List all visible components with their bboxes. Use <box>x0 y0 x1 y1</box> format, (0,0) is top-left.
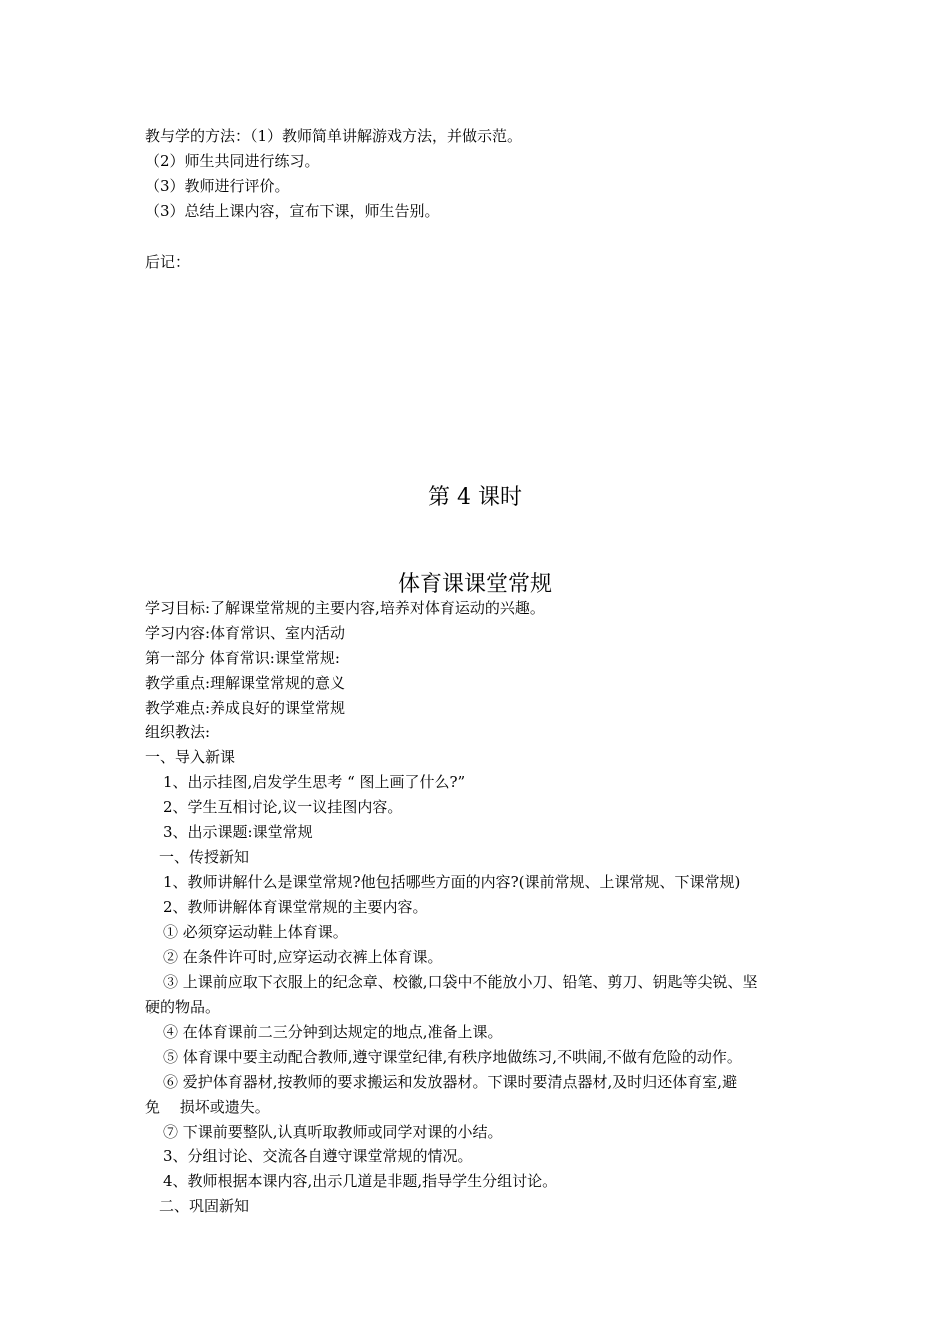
list-item: 3、出示课题:课堂常规 <box>163 823 313 841</box>
teaching-method: 组织教法: <box>145 723 211 741</box>
methods-line-2: （2）师生共同进行练习。 <box>145 152 320 170</box>
methods-line-1: 教与学的方法：（1）教师简单讲解游戏方法，并做示范。 <box>145 127 523 145</box>
rule-item: ⑤ 体育课中要主动配合教师,遵守课堂纪律,有秩序地做练习,不哄闹,不做有危险的动作。 <box>163 1048 742 1066</box>
list-item: 4、教师根据本课内容,出示几道是非题,指导学生分组讨论。 <box>163 1172 558 1190</box>
section-heading-intro: 一、导入新课 <box>145 748 236 766</box>
rule-item: ② 在条件许可时,应穿运动衣裤上体育课。 <box>163 948 443 966</box>
rule-item: ④ 在体育课前二三分钟到达规定的地点,准备上课。 <box>163 1023 503 1041</box>
rule-item: ⑦ 下课前要整队,认真听取教师或同学对课的小结。 <box>163 1123 503 1141</box>
rule-item: ③ 上课前应取下衣服上的纪念章、校徽,口袋中不能放小刀、铅笔、剪刀、钥匙等尖锐、坚 <box>163 973 758 991</box>
methods-line-3: （3）教师进行评价。 <box>145 177 290 195</box>
list-item: 3、分组讨论、交流各自遵守课堂常规的情况。 <box>163 1147 473 1165</box>
part-one-heading: 第一部分 体育常识:课堂常规: <box>145 649 340 667</box>
learning-content: 学习内容:体育常识、室内活动 <box>145 624 346 642</box>
list-item: 2、教师讲解体育课堂常规的主要内容。 <box>163 898 428 916</box>
methods-line-4: （3）总结上课内容，宣布下课，师生告别。 <box>145 202 440 220</box>
key-point: 教学重点:理解课堂常规的意义 <box>145 674 346 692</box>
rule-item: ① 必须穿运动鞋上体育课。 <box>163 923 348 941</box>
rule-item: ⑥ 爱护体育器材,按教师的要求搬运和发放器材。下课时要清点器材,及时归还体育室,避 <box>163 1073 738 1091</box>
list-item: 1、出示挂图,启发学生思考 “ 图上画了什么?” <box>163 773 466 791</box>
afterword-label: 后记： <box>145 253 191 271</box>
lesson-number: 第 4 课时 <box>428 485 522 510</box>
rule-item-continued: 硬的物品。 <box>145 998 221 1016</box>
lesson-title: 体育课课堂常规 <box>397 572 552 597</box>
learning-objective: 学习目标:了解课堂常规的主要内容,培养对体育运动的兴趣。 <box>145 599 545 617</box>
section-heading-consolidate: 二、巩固新知 <box>159 1197 250 1215</box>
section-heading-teach: 一、传授新知 <box>159 848 250 866</box>
rule-item-continued: 免 损坏或遗失。 <box>145 1098 270 1116</box>
difficulty: 教学难点:养成良好的课堂常规 <box>145 699 346 717</box>
list-item: 2、学生互相讨论,议一议挂图内容。 <box>163 798 403 816</box>
list-item: 1、教师讲解什么是课堂常规?他包括哪些方面的内容?(课前常规、上课常规、下课常规) <box>163 873 741 891</box>
